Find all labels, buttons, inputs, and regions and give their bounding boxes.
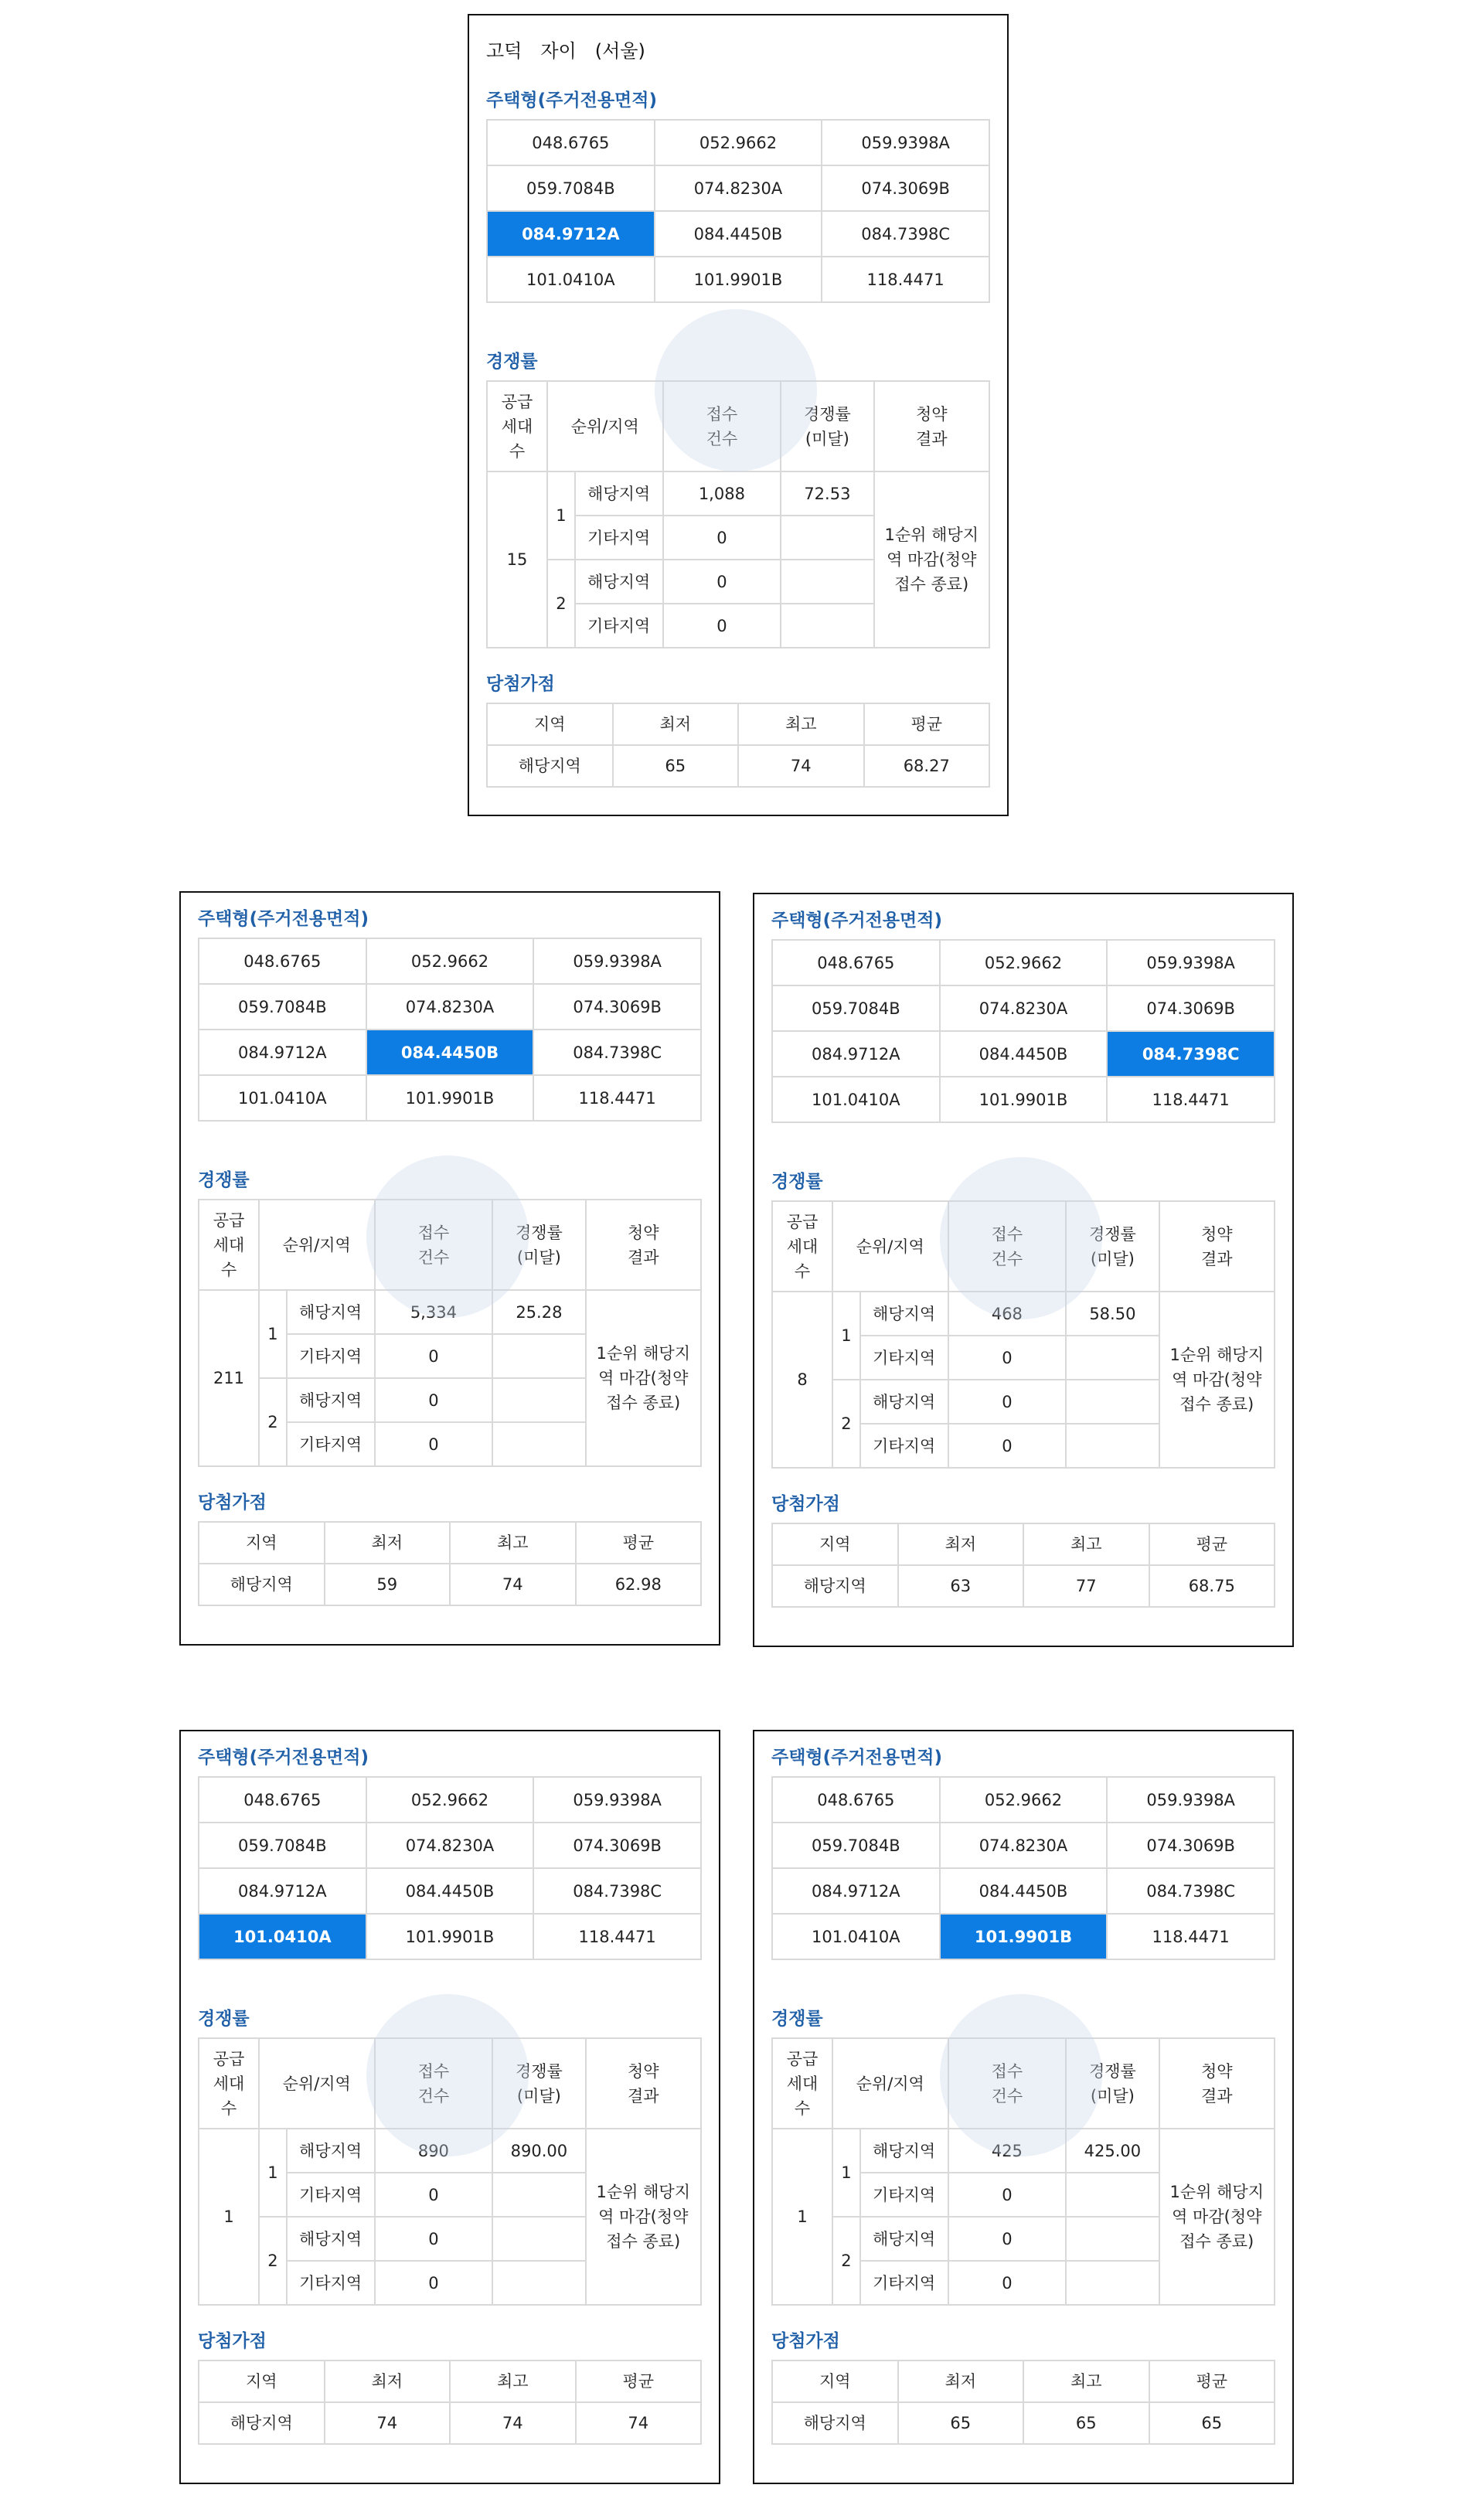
- competition-table: [486, 380, 990, 648]
- supply-count-cell: 1: [772, 2129, 832, 2305]
- rate-cell: [781, 516, 873, 560]
- win-avg-cell: 65: [1149, 2402, 1275, 2444]
- header-applicants: 접수 건수: [375, 2038, 493, 2129]
- applicants-cell: 890: [375, 2129, 493, 2173]
- header-region: 지역: [199, 1522, 325, 1564]
- win-region-cell: 해당지역: [772, 1565, 898, 1607]
- housing-type-option[interactable]: 101.0410A: [772, 1914, 940, 1959]
- housing-type-option[interactable]: 074.8230A: [366, 984, 534, 1030]
- header-avg: 평균: [1149, 1523, 1275, 1565]
- rate-cell: [492, 1422, 585, 1466]
- result-cell: 1순위 해당지역 마감(청약 접수 종료): [874, 471, 990, 648]
- applicants-cell: 0: [375, 1334, 493, 1378]
- housing-type-option[interactable]: 074.3069B: [1107, 985, 1275, 1031]
- region-cell: 기타지역: [860, 1424, 948, 1468]
- rate-cell: [1066, 1380, 1159, 1424]
- rank-cell: 1: [832, 2129, 860, 2217]
- header-rank-region: 순위/지역: [259, 2038, 375, 2129]
- region-cell: 기타지역: [860, 2173, 948, 2217]
- competition-table: [198, 1199, 702, 1467]
- housing-panel-4: [179, 1730, 720, 2484]
- housing-type-option[interactable]: 074.8230A: [940, 1823, 1108, 1868]
- housing-type-option[interactable]: 048.6765: [772, 1777, 940, 1823]
- header-max: 최고: [738, 703, 864, 745]
- housing-type-option-selected[interactable]: 101.9901B: [940, 1914, 1108, 1959]
- housing-type-table: [486, 119, 990, 303]
- housing-type-option[interactable]: 084.7398C: [533, 1868, 701, 1914]
- winning-score-section-title: 당첨가점: [486, 674, 555, 694]
- header-supply-count: 공급 세대 수: [487, 381, 547, 471]
- header-min: 최저: [898, 1523, 1024, 1565]
- region-cell: 해당지역: [575, 471, 663, 516]
- housing-type-option[interactable]: 052.9662: [366, 1777, 534, 1823]
- housing-type-table: [198, 1776, 702, 1960]
- rank-cell: 1: [259, 1290, 287, 1378]
- housing-type-option[interactable]: 084.9712A: [772, 1031, 940, 1077]
- housing-panel-3: [753, 893, 1294, 1647]
- housing-type-option-selected[interactable]: 084.7398C: [1107, 1031, 1275, 1077]
- housing-type-section-title: 주택형(주거전용면적): [198, 1748, 369, 1768]
- applicants-cell: 0: [948, 1336, 1067, 1380]
- competition-table: [198, 2037, 702, 2306]
- win-min-cell: 59: [325, 1564, 451, 1605]
- header-competition-rate: 경쟁률 (미달): [781, 381, 873, 471]
- region-cell: 기타지역: [575, 604, 663, 648]
- header-result: 청약 결과: [586, 2038, 702, 2129]
- housing-type-option[interactable]: 084.7398C: [822, 211, 989, 257]
- header-applicants: 접수 건수: [948, 1201, 1067, 1292]
- region-cell: 해당지역: [575, 560, 663, 604]
- region-cell: 해당지역: [287, 2217, 375, 2261]
- housing-type-option[interactable]: 118.4471: [533, 1914, 701, 1959]
- result-cell: 1순위 해당지역 마감(청약 접수 종료): [586, 2129, 702, 2305]
- competition-section-title: 경쟁률: [198, 2009, 250, 2029]
- header-competition-rate: 경쟁률 (미달): [1066, 2038, 1159, 2129]
- housing-type-option[interactable]: 059.9398A: [533, 938, 701, 984]
- header-region: 지역: [199, 2361, 325, 2402]
- header-result: 청약 결과: [874, 381, 990, 471]
- win-max-cell: 74: [450, 1564, 576, 1605]
- win-max-cell: 74: [450, 2402, 576, 2444]
- supply-count-cell: 211: [199, 1290, 259, 1466]
- rate-cell: [492, 2217, 585, 2261]
- win-avg-cell: 68.27: [864, 745, 990, 787]
- rate-cell: 25.28: [492, 1290, 585, 1334]
- win-region-cell: 해당지역: [199, 1564, 325, 1605]
- winning-score-table: [486, 703, 990, 788]
- rank-cell: 1: [547, 471, 575, 560]
- housing-type-option[interactable]: 059.7084B: [487, 165, 655, 211]
- header-competition-rate: 경쟁률 (미달): [492, 1200, 585, 1290]
- housing-type-option-selected[interactable]: 084.4450B: [366, 1030, 534, 1075]
- win-region-cell: 해당지역: [487, 745, 613, 787]
- housing-type-option[interactable]: 074.3069B: [533, 984, 701, 1030]
- header-region: 지역: [772, 2361, 898, 2402]
- applicants-cell: 468: [948, 1292, 1067, 1336]
- rate-cell: [1066, 2261, 1159, 2305]
- region-cell: 해당지역: [860, 1292, 948, 1336]
- applicants-cell: 5,334: [375, 1290, 493, 1334]
- applicants-cell: 0: [663, 560, 781, 604]
- housing-panel-1: [468, 14, 1009, 816]
- applicants-cell: 0: [375, 1378, 493, 1422]
- housing-type-option[interactable]: 084.9712A: [199, 1030, 366, 1075]
- housing-type-option[interactable]: 048.6765: [199, 1777, 366, 1823]
- header-result: 청약 결과: [1159, 2038, 1275, 2129]
- housing-type-section-title: 주택형(주거전용면적): [198, 909, 369, 929]
- header-competition-rate: 경쟁률 (미달): [1066, 1201, 1159, 1292]
- rate-cell: [1066, 2173, 1159, 2217]
- result-cell: 1순위 해당지역 마감(청약 접수 종료): [1159, 2129, 1275, 2305]
- complex-title: 고덕 자이 (서울): [486, 40, 645, 62]
- header-max: 최고: [450, 1522, 576, 1564]
- header-max: 최고: [1023, 1523, 1149, 1565]
- applicants-cell: 0: [375, 2217, 493, 2261]
- rate-cell: [781, 560, 873, 604]
- competition-section-title: 경쟁률: [486, 352, 538, 372]
- housing-type-option[interactable]: 084.4450B: [940, 1031, 1108, 1077]
- housing-type-option[interactable]: 118.4471: [1107, 1914, 1275, 1959]
- housing-type-option[interactable]: 084.9712A: [199, 1868, 366, 1914]
- housing-type-option[interactable]: 059.9398A: [1107, 1777, 1275, 1823]
- header-min: 최저: [325, 1522, 451, 1564]
- header-max: 최고: [450, 2361, 576, 2402]
- region-cell: 기타지역: [287, 2173, 375, 2217]
- win-max-cell: 77: [1023, 1565, 1149, 1607]
- rate-cell: [492, 2261, 585, 2305]
- housing-type-option[interactable]: 084.7398C: [1107, 1868, 1275, 1914]
- rate-cell: [1066, 2217, 1159, 2261]
- header-region: 지역: [772, 1523, 898, 1565]
- housing-type-option[interactable]: 059.9398A: [822, 120, 989, 165]
- win-max-cell: 65: [1023, 2402, 1149, 2444]
- region-cell: 기타지역: [287, 2261, 375, 2305]
- result-cell: 1순위 해당지역 마감(청약 접수 종료): [586, 1290, 702, 1466]
- rate-cell: [1066, 1424, 1159, 1468]
- housing-type-option[interactable]: 059.9398A: [1107, 940, 1275, 985]
- rate-cell: [781, 604, 873, 648]
- housing-type-option[interactable]: 074.3069B: [1107, 1823, 1275, 1868]
- rate-cell: 72.53: [781, 471, 873, 516]
- housing-type-option[interactable]: 101.0410A: [199, 1075, 366, 1121]
- housing-type-option[interactable]: 059.7084B: [772, 1823, 940, 1868]
- housing-type-option[interactable]: 059.7084B: [772, 985, 940, 1031]
- winning-score-section-title: 당첨가점: [198, 2331, 267, 2351]
- housing-type-option[interactable]: 084.4450B: [655, 211, 822, 257]
- housing-type-option[interactable]: 101.9901B: [366, 1075, 534, 1121]
- header-applicants: 접수 건수: [375, 1200, 493, 1290]
- header-region: 지역: [487, 703, 613, 745]
- region-cell: 해당지역: [287, 2129, 375, 2173]
- housing-type-option[interactable]: 074.8230A: [940, 985, 1108, 1031]
- header-rank-region: 순위/지역: [832, 2038, 948, 2129]
- rank-cell: 2: [832, 1380, 860, 1468]
- competition-table: [771, 1200, 1275, 1469]
- win-region-cell: 해당지역: [772, 2402, 898, 2444]
- competition-section-title: 경쟁률: [771, 2009, 823, 2029]
- winning-score-table: [198, 2360, 702, 2445]
- housing-type-option[interactable]: 048.6765: [199, 938, 366, 984]
- applicants-cell: 0: [375, 1422, 493, 1466]
- header-supply-count: 공급 세대 수: [199, 1200, 259, 1290]
- header-min: 최저: [613, 703, 739, 745]
- housing-type-option[interactable]: 084.7398C: [533, 1030, 701, 1075]
- rank-cell: 2: [259, 1378, 287, 1466]
- housing-type-option[interactable]: 074.8230A: [655, 165, 822, 211]
- competition-section-title: 경쟁률: [771, 1172, 823, 1192]
- win-min-cell: 74: [325, 2402, 451, 2444]
- rank-cell: 1: [832, 1292, 860, 1380]
- housing-type-section-title: 주택형(주거전용면적): [486, 90, 657, 111]
- competition-section-title: 경쟁률: [198, 1170, 250, 1190]
- header-max: 최고: [1023, 2361, 1149, 2402]
- winning-score-section-title: 당첨가점: [771, 2331, 840, 2351]
- header-supply-count: 공급 세대 수: [772, 1201, 832, 1292]
- rate-cell: 890.00: [492, 2129, 585, 2173]
- header-supply-count: 공급 세대 수: [199, 2038, 259, 2129]
- applicants-cell: 1,088: [663, 471, 781, 516]
- housing-type-option[interactable]: 101.0410A: [487, 257, 655, 302]
- win-min-cell: 65: [898, 2402, 1024, 2444]
- applicants-cell: 0: [948, 2217, 1067, 2261]
- housing-type-option[interactable]: 118.4471: [1107, 1077, 1275, 1122]
- supply-count-cell: 8: [772, 1292, 832, 1468]
- applicants-cell: 0: [948, 1424, 1067, 1468]
- housing-type-option[interactable]: 084.9712A: [772, 1868, 940, 1914]
- supply-count-cell: 1: [199, 2129, 259, 2305]
- housing-type-option[interactable]: 048.6765: [487, 120, 655, 165]
- housing-type-option[interactable]: 048.6765: [772, 940, 940, 985]
- win-avg-cell: 74: [576, 2402, 702, 2444]
- header-min: 최저: [898, 2361, 1024, 2402]
- region-cell: 기타지역: [860, 2261, 948, 2305]
- applicants-cell: 0: [663, 516, 781, 560]
- rate-cell: [492, 1378, 585, 1422]
- region-cell: 해당지역: [860, 2217, 948, 2261]
- header-applicants: 접수 건수: [948, 2038, 1067, 2129]
- housing-type-section-title: 주택형(주거전용면적): [771, 911, 942, 931]
- region-cell: 해당지역: [860, 1380, 948, 1424]
- housing-type-option[interactable]: 118.4471: [533, 1075, 701, 1121]
- housing-type-option[interactable]: 074.3069B: [822, 165, 989, 211]
- header-avg: 평균: [864, 703, 990, 745]
- winning-score-table: [198, 1521, 702, 1606]
- housing-type-table: [198, 938, 702, 1122]
- housing-type-option[interactable]: 074.3069B: [533, 1823, 701, 1868]
- region-cell: 해당지역: [287, 1290, 375, 1334]
- applicants-cell: 0: [663, 604, 781, 648]
- win-min-cell: 65: [613, 745, 739, 787]
- housing-type-option[interactable]: 052.9662: [940, 940, 1108, 985]
- housing-type-option[interactable]: 101.9901B: [655, 257, 822, 302]
- housing-type-section-title: 주택형(주거전용면적): [771, 1748, 942, 1768]
- region-cell: 기타지역: [287, 1422, 375, 1466]
- rate-cell: [1066, 1336, 1159, 1380]
- housing-type-option[interactable]: 101.9901B: [940, 1077, 1108, 1122]
- rate-cell: 425.00: [1066, 2129, 1159, 2173]
- housing-type-option[interactable]: 059.9398A: [533, 1777, 701, 1823]
- region-cell: 기타지역: [860, 1336, 948, 1380]
- housing-panel-5: [753, 1730, 1294, 2484]
- win-min-cell: 63: [898, 1565, 1024, 1607]
- header-result: 청약 결과: [586, 1200, 702, 1290]
- winning-score-table: [771, 2360, 1275, 2445]
- applicants-cell: 0: [948, 2173, 1067, 2217]
- housing-type-option[interactable]: 052.9662: [366, 938, 534, 984]
- header-competition-rate: 경쟁률 (미달): [492, 2038, 585, 2129]
- win-avg-cell: 62.98: [576, 1564, 702, 1605]
- housing-type-option[interactable]: 118.4471: [822, 257, 989, 302]
- housing-type-option-selected[interactable]: 084.9712A: [487, 211, 655, 257]
- applicants-cell: 0: [375, 2261, 493, 2305]
- header-rank-region: 순위/지역: [259, 1200, 375, 1290]
- applicants-cell: 425: [948, 2129, 1067, 2173]
- header-supply-count: 공급 세대 수: [772, 2038, 832, 2129]
- win-region-cell: 해당지역: [199, 2402, 325, 2444]
- housing-type-option[interactable]: 059.7084B: [199, 984, 366, 1030]
- rank-cell: 1: [259, 2129, 287, 2217]
- win-max-cell: 74: [738, 745, 864, 787]
- housing-type-table: [771, 939, 1275, 1123]
- region-cell: 기타지역: [287, 1334, 375, 1378]
- housing-type-option[interactable]: 052.9662: [940, 1777, 1108, 1823]
- housing-type-option[interactable]: 059.7084B: [199, 1823, 366, 1868]
- housing-type-option-selected[interactable]: 101.0410A: [199, 1914, 366, 1959]
- applicants-cell: 0: [948, 1380, 1067, 1424]
- housing-type-option[interactable]: 101.9901B: [366, 1914, 534, 1959]
- region-cell: 해당지역: [287, 1378, 375, 1422]
- housing-type-option[interactable]: 084.4450B: [366, 1868, 534, 1914]
- rate-cell: [492, 2173, 585, 2217]
- rank-cell: 2: [547, 560, 575, 648]
- housing-type-option[interactable]: 101.0410A: [772, 1077, 940, 1122]
- housing-type-option[interactable]: 084.4450B: [940, 1868, 1108, 1914]
- win-avg-cell: 68.75: [1149, 1565, 1275, 1607]
- winning-score-table: [771, 1523, 1275, 1608]
- header-rank-region: 순위/지역: [547, 381, 663, 471]
- rate-cell: 58.50: [1066, 1292, 1159, 1336]
- housing-type-option[interactable]: 052.9662: [655, 120, 822, 165]
- competition-table: [771, 2037, 1275, 2306]
- supply-count-cell: 15: [487, 471, 547, 648]
- header-applicants: 접수 건수: [663, 381, 781, 471]
- winning-score-section-title: 당첨가점: [771, 1494, 840, 1514]
- housing-panel-2: [179, 891, 720, 1646]
- header-avg: 평균: [1149, 2361, 1275, 2402]
- header-avg: 평균: [576, 1522, 702, 1564]
- region-cell: 해당지역: [860, 2129, 948, 2173]
- applicants-cell: 0: [375, 2173, 493, 2217]
- header-avg: 평균: [576, 2361, 702, 2402]
- housing-type-option[interactable]: 074.8230A: [366, 1823, 534, 1868]
- header-min: 최저: [325, 2361, 451, 2402]
- rank-cell: 2: [832, 2217, 860, 2305]
- region-cell: 기타지역: [575, 516, 663, 560]
- housing-type-table: [771, 1776, 1275, 1960]
- result-cell: 1순위 해당지역 마감(청약 접수 종료): [1159, 1292, 1275, 1468]
- header-result: 청약 결과: [1159, 1201, 1275, 1292]
- rank-cell: 2: [259, 2217, 287, 2305]
- applicants-cell: 0: [948, 2261, 1067, 2305]
- winning-score-section-title: 당첨가점: [198, 1493, 267, 1513]
- rate-cell: [492, 1334, 585, 1378]
- header-rank-region: 순위/지역: [832, 1201, 948, 1292]
